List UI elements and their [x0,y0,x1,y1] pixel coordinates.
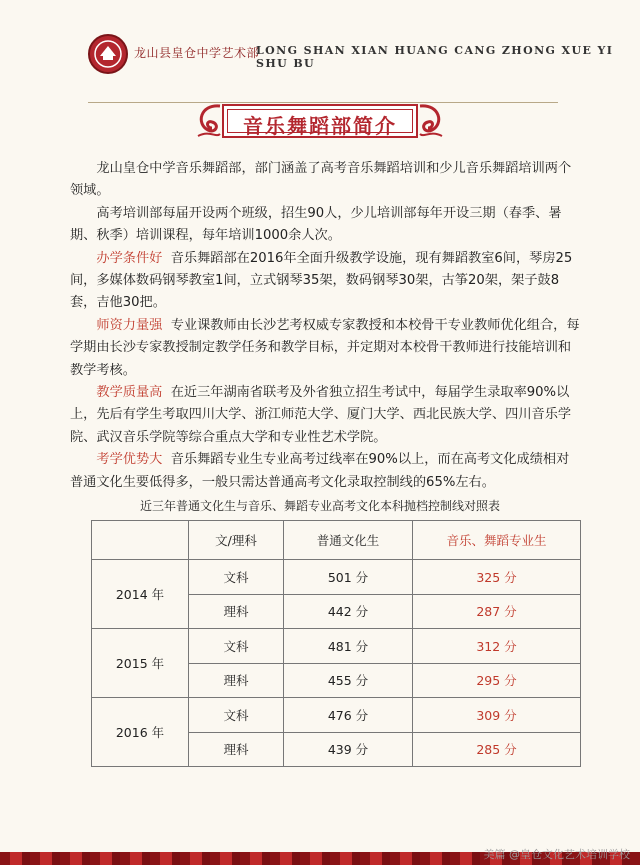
type-cell: 理科 [189,663,284,698]
section-text: 在近三年湖南省联考及外省独立招生考试中，每届学生录取率90%以上，先后有学生考取四川大学、浙江师范大学、厦门大学、西北民族大学、四川音乐学院、武汉音乐学院等综合重点大学和专业性艺术学院。 [70,385,572,445]
intro-text [70,158,580,494]
header [0,30,640,78]
art-score-cell: 309 分 [413,698,581,733]
art-score-cell: 295 分 [413,663,581,698]
year-cell: 2015 年 [92,629,189,698]
watermark: 美篇 @皇仓文化艺术培训学校 [483,848,630,861]
header-cell: 普通文化生 [284,521,413,560]
school-name: 龙山县皇仓中学艺术部 [134,46,260,60]
school-logo [88,34,128,74]
score-table [91,520,581,767]
table-title: 近三年普通文化生与音乐、舞蹈专业高考文化本科抛档控制线对照表 [139,499,500,513]
section-heading: 办学条件好 [96,250,163,266]
table-header-row [92,521,581,560]
art-score-cell: 287 分 [413,594,581,629]
type-cell: 文科 [189,560,284,595]
art-score-cell: 325 分 [413,560,581,595]
art-score-cell: 312 分 [413,629,581,664]
section-heading: 教学质量高 [96,385,163,401]
school-pinyin: LONG SHAN XIAN HUANG CANG ZHONG XUE YI SHU BU [256,44,614,70]
table-row [92,629,581,664]
header-cell: 文/理科 [189,521,284,560]
page-title: 音乐舞蹈部简介 [243,114,397,138]
table-row [92,698,581,733]
section-text: 音乐舞蹈部在2016年全面升级教学设施，现有舞蹈教室6间，琴房25间，多媒体数码钢琴教室1间，立式钢琴35架，数码钢琴30架，古筝20架，架子鼓8套，吉他30把。 [70,250,573,311]
normal-score-cell: 501 分 [284,560,413,595]
header-cell: 音乐、舞蹈专业生 [413,521,581,560]
title-banner [190,100,450,144]
type-cell: 文科 [189,698,284,733]
header-cell [92,521,189,560]
section-teachers [70,315,580,382]
intro-paragraph-2: 高考培训部每届开设两个班级，招生90人，少儿培训部每年开设三期（春季、暑期、秋季）培训课程，每年培训1000余人次。 [70,205,562,244]
type-cell: 理科 [189,732,284,767]
type-cell: 理科 [189,594,284,629]
year-cell: 2014 年 [92,560,189,629]
normal-score-cell: 481 分 [284,629,413,664]
section-heading: 考学优势大 [96,452,163,468]
type-cell: 文科 [189,629,284,664]
normal-score-cell: 455 分 [284,663,413,698]
section-quality [70,382,580,449]
normal-score-cell: 439 分 [284,732,413,767]
title-box [222,104,418,138]
section-heading: 师资力量强 [96,317,163,333]
normal-score-cell: 476 分 [284,698,413,733]
normal-score-cell: 442 分 [284,594,413,629]
section-advantage [70,449,580,494]
section-facilities [70,248,580,315]
art-score-cell: 285 分 [413,732,581,767]
intro-paragraph-1: 龙山皇仓中学音乐舞蹈部，部门涵盖了高考音乐舞蹈培训和少儿音乐舞蹈培训两个领域。 [70,161,572,199]
section-text: 专业课教师由长沙艺考权威专家教授和本校骨干专业教师优化组合，每学期由长沙专家教授制定教学任务和教学目标，并定期对本校骨干教师进行技能培训和教学考核。 [70,317,580,378]
section-text: 音乐舞蹈专业生专业高考过线率在90%以上，而在高考文化成绩相对普通文化生要低得多，一般只需达普通高考文化录取控制线的65%左右。 [70,452,570,490]
year-cell: 2016 年 [92,698,189,767]
table-row [92,560,581,595]
